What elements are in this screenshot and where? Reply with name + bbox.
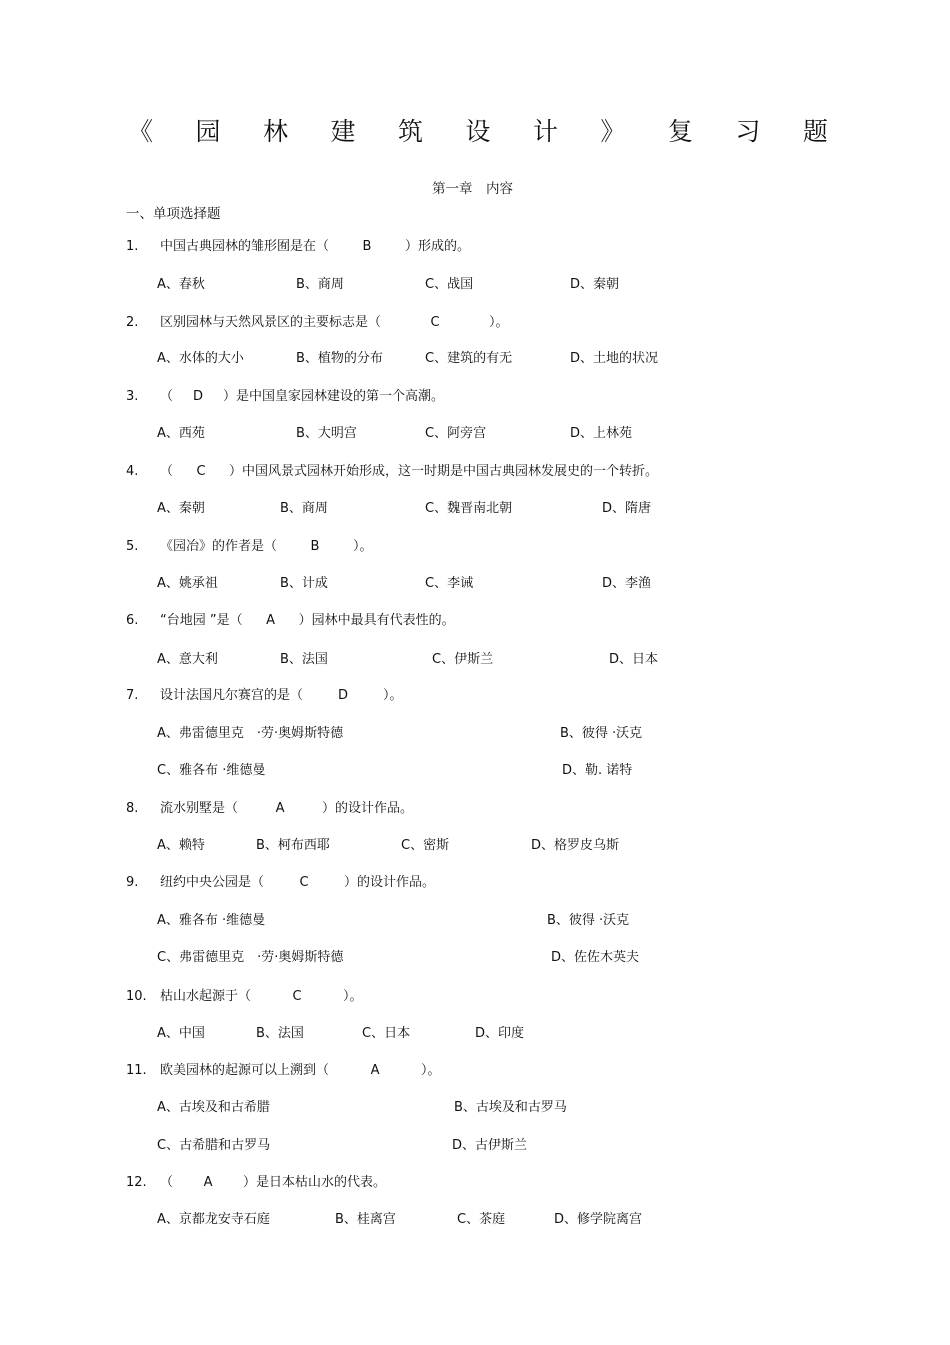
option: C、伊斯兰 bbox=[432, 652, 494, 667]
option: B、植物的分布 bbox=[296, 351, 383, 366]
stem-prefix: （ bbox=[160, 389, 174, 404]
stem-suffix: ）是日本枯山水的代表。 bbox=[243, 1175, 387, 1190]
answer-letter: A bbox=[275, 801, 285, 816]
stem-prefix: 欧美园林的起源可以上溯到（ bbox=[160, 1063, 330, 1078]
option: D、李渔 bbox=[602, 576, 652, 591]
answer-letter: B bbox=[310, 539, 320, 554]
stem-prefix: 枯山水起源于（ bbox=[160, 989, 252, 1004]
option: D、修学院离宫 bbox=[554, 1212, 643, 1227]
answer-letter: C bbox=[299, 875, 309, 890]
question-number: 9. bbox=[126, 875, 139, 890]
stem-prefix: 中国古典园林的雏形囿是在（ bbox=[160, 239, 330, 254]
option: B、彼得 ·沃克 bbox=[547, 913, 630, 928]
chapter-heading: 第一章 内容 bbox=[432, 181, 513, 197]
option: B、柯布西耶 bbox=[256, 838, 330, 853]
option: A、弗雷德里克 ·劳·奥姆斯特德 bbox=[157, 726, 344, 741]
answer-letter: C bbox=[196, 464, 206, 479]
stem-suffix: ）园林中最具有代表性的。 bbox=[298, 613, 455, 628]
option: C、李诫 bbox=[425, 576, 474, 591]
option: C、雅各布 ·维德曼 bbox=[157, 763, 266, 778]
question-stem bbox=[160, 462, 658, 482]
question-stem bbox=[160, 873, 435, 893]
document-title bbox=[128, 112, 828, 152]
option: B、法国 bbox=[256, 1026, 304, 1041]
answer-letter: A bbox=[266, 613, 276, 628]
answer-letter: D bbox=[338, 688, 349, 703]
question-number: 5. bbox=[126, 539, 139, 554]
option: C、建筑的有无 bbox=[425, 351, 513, 366]
option: B、商周 bbox=[280, 501, 328, 516]
stem-suffix: ）。 bbox=[343, 989, 363, 1004]
answer-letter: D bbox=[193, 389, 204, 404]
question-number: 7. bbox=[126, 688, 139, 703]
question-stem bbox=[160, 1061, 441, 1081]
question-number: 1. bbox=[126, 239, 139, 254]
option: D、隋唐 bbox=[602, 501, 652, 516]
question-stem bbox=[160, 237, 470, 257]
option: B、大明宫 bbox=[296, 426, 357, 441]
option: D、日本 bbox=[609, 652, 659, 667]
stem-prefix: （ bbox=[160, 1175, 174, 1190]
stem-suffix: ）。 bbox=[383, 688, 403, 703]
title-char: 复 bbox=[667, 117, 693, 146]
question-stem bbox=[160, 686, 403, 706]
stem-suffix: ）的设计作品。 bbox=[344, 875, 436, 890]
question-stem bbox=[160, 611, 455, 631]
stem-prefix: 纽约中央公园是（ bbox=[160, 875, 265, 890]
title-char: 计 bbox=[532, 117, 558, 146]
title-char: 《 bbox=[128, 117, 154, 146]
title-char: 林 bbox=[262, 117, 288, 146]
option: C、阿旁宫 bbox=[425, 426, 487, 441]
option: A、京都龙安寺石庭 bbox=[157, 1212, 270, 1227]
option: D、勒. 诺特 bbox=[562, 763, 633, 778]
option: A、西苑 bbox=[157, 426, 205, 441]
option: C、密斯 bbox=[401, 838, 450, 853]
question-stem bbox=[160, 313, 509, 333]
question-number: 11. bbox=[126, 1063, 147, 1078]
answer-letter: C bbox=[292, 989, 302, 1004]
option: A、水体的大小 bbox=[157, 351, 244, 366]
option: C、茶庭 bbox=[457, 1212, 506, 1227]
question-number: 8. bbox=[126, 801, 139, 816]
option: D、佐佐木英夫 bbox=[551, 950, 640, 965]
stem-suffix: ）。 bbox=[421, 1063, 441, 1078]
option: B、法国 bbox=[280, 652, 328, 667]
stem-prefix: 《园冶》的作者是（ bbox=[160, 539, 278, 554]
question-number: 4. bbox=[126, 464, 139, 479]
option: D、上林苑 bbox=[570, 426, 633, 441]
title-char: 题 bbox=[802, 117, 828, 146]
answer-letter: A bbox=[370, 1063, 380, 1078]
option: D、土地的状况 bbox=[570, 351, 659, 366]
option: A、赖特 bbox=[157, 838, 205, 853]
title-char: 建 bbox=[330, 117, 356, 146]
stem-prefix: 设计法国凡尔赛宫的是（ bbox=[160, 688, 304, 703]
question-stem bbox=[160, 987, 363, 1007]
question-stem bbox=[160, 537, 373, 557]
option: B、计成 bbox=[280, 576, 328, 591]
stem-suffix: ）形成的。 bbox=[405, 239, 471, 254]
option: A、姚承祖 bbox=[157, 576, 218, 591]
title-char: 习 bbox=[735, 117, 761, 146]
question-number: 6. bbox=[126, 613, 139, 628]
stem-prefix: “台地园 ”是（ bbox=[160, 613, 243, 628]
option: D、秦朝 bbox=[570, 277, 620, 292]
stem-suffix: ）中国风景式园林开始形成，这一时期是中国古典园林发展史的一个转折。 bbox=[229, 464, 659, 479]
stem-prefix: 区别园林与天然风景区的主要标志是（ bbox=[160, 315, 382, 330]
option: A、秦朝 bbox=[157, 501, 205, 516]
option: B、古埃及和古罗马 bbox=[454, 1100, 567, 1115]
stem-suffix: ）是中国皇家园林建设的第一个高潮。 bbox=[223, 389, 445, 404]
title-char: 筑 bbox=[397, 117, 423, 146]
option: B、桂离宫 bbox=[335, 1212, 396, 1227]
section-heading: 一、单项选择题 bbox=[126, 206, 221, 222]
question-stem bbox=[160, 799, 413, 819]
option: A、春秋 bbox=[157, 277, 205, 292]
answer-letter: B bbox=[362, 239, 372, 254]
stem-suffix: ）。 bbox=[353, 539, 373, 554]
question-number: 3. bbox=[126, 389, 139, 404]
option: C、战国 bbox=[425, 277, 474, 292]
option: B、彼得 ·沃克 bbox=[560, 726, 643, 741]
title-char: 设 bbox=[465, 117, 491, 146]
stem-prefix: 流水别墅是（ bbox=[160, 801, 239, 816]
title-char: 园 bbox=[195, 117, 221, 146]
stem-prefix: （ bbox=[160, 464, 174, 479]
question-stem bbox=[160, 387, 444, 407]
stem-suffix: ）的设计作品。 bbox=[322, 801, 414, 816]
question-stem bbox=[160, 1173, 386, 1193]
option: A、雅各布 ·维德曼 bbox=[157, 913, 266, 928]
stem-suffix: ）。 bbox=[489, 315, 509, 330]
option: A、中国 bbox=[157, 1026, 205, 1041]
option: A、古埃及和古希腊 bbox=[157, 1100, 270, 1115]
question-number: 2. bbox=[126, 315, 139, 330]
option: D、古伊斯兰 bbox=[452, 1138, 528, 1153]
option: C、古希腊和古罗马 bbox=[157, 1138, 271, 1153]
answer-letter: A bbox=[203, 1175, 213, 1190]
option: C、日本 bbox=[362, 1026, 411, 1041]
answer-letter: C bbox=[430, 315, 440, 330]
option: C、魏晋南北朝 bbox=[425, 501, 513, 516]
option: B、商周 bbox=[296, 277, 344, 292]
question-number: 12. bbox=[126, 1175, 147, 1190]
title-char: 》 bbox=[600, 117, 626, 146]
option: D、印度 bbox=[475, 1026, 525, 1041]
question-number: 10. bbox=[126, 989, 147, 1004]
option: D、格罗皮乌斯 bbox=[531, 838, 620, 853]
option: A、意大利 bbox=[157, 652, 218, 667]
option: C、弗雷德里克 ·劳·奥姆斯特德 bbox=[157, 950, 344, 965]
